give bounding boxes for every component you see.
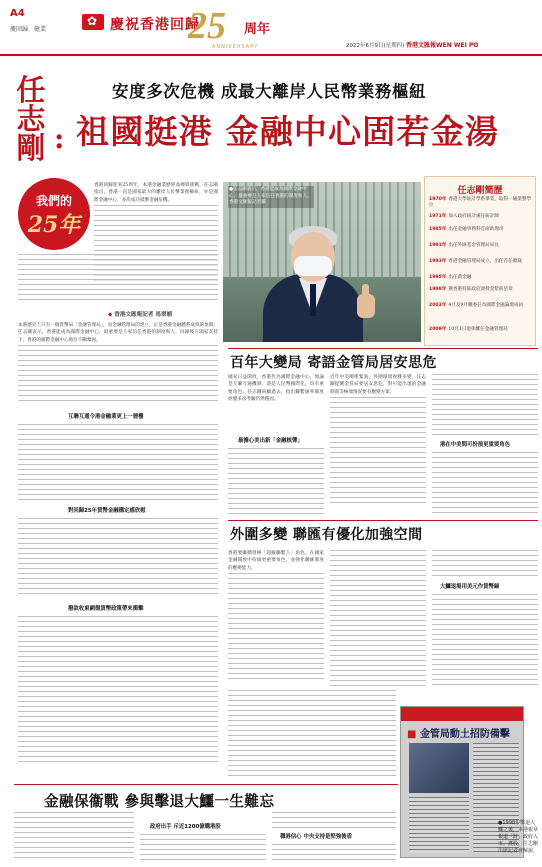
bio-entry (429, 275, 533, 281)
text-lines (18, 616, 218, 766)
issue-date: 2022年6月9日(星期四) (346, 43, 405, 49)
bio-text: 出任金融事務科首席助理司 (448, 227, 504, 232)
person-tie (310, 284, 316, 316)
bio-year: 2003年 (429, 303, 447, 308)
our-25-years-badge (18, 178, 90, 250)
bio-text: 4月及9月獲委任為國際金融論壇成員 (448, 303, 524, 308)
bio-text: 出任新金融 (448, 275, 472, 280)
anniversary-number: 25 (188, 5, 226, 47)
article-column-left (18, 322, 218, 402)
bio-text: 出任外匯基金管理局局長 (448, 243, 499, 248)
mid-subhead-5: 穩港信心 中央支持是堅強後盾 (280, 834, 352, 840)
bio-entry (429, 327, 533, 333)
name-char: 剛 (16, 131, 46, 165)
mid-subhead-3: 大鱷退場用美元作貨幣錨 (440, 584, 500, 590)
bio-entry (429, 303, 533, 309)
body-text: 近年中美關係緊張，外圍環境複雜多變，任志剛提醒金管局要居安思危，對可能出現的金融制裁等極端情況要有應變方案。 (330, 375, 426, 395)
article-column-mid2 (330, 374, 426, 516)
bio-year: 1991年 (429, 243, 447, 248)
text-lines (432, 594, 538, 686)
photo-caption: ●任志剛表示，香港能成為國際金融中心，最重要是人家信任香港的制度和人。香港文匯報記者攝 (228, 186, 314, 208)
article-column-lower (228, 550, 324, 686)
section-headline-4: 金融保衞戰 參與擊退大鱷一生難忘 (44, 793, 275, 810)
bio-entry (429, 287, 533, 293)
mid-subhead-4: 政府出手 斥近1200億購港股 (150, 824, 221, 830)
bio-year: 1971年 (429, 214, 447, 219)
anniversary-en: ANNIVERSARY (212, 44, 259, 50)
badge-line1: 我們的 (35, 194, 72, 208)
lead-text: 香港回歸迎來25周年，本港金融業歷經高峰與挑戰，任志剛指出，香港一直是國家最大的離岸人民幣業務樞紐，亦是國際金融中心，多次成功抵禦金融危機。 (94, 183, 218, 203)
masthead (0, 0, 542, 56)
text-lines (18, 518, 218, 598)
bio-text: 加入政府統計處任統計師 (448, 214, 499, 219)
byline-mark: ◆ (108, 312, 115, 318)
celebration-title: 慶祝香港回歸 (110, 17, 200, 33)
name-char: 志 (16, 102, 46, 136)
bio-entry (429, 227, 533, 233)
body-text: 香港要繼續發揮「超級聯繫人」角色，在國家金融開放中扮演更重要角色，並強化聯匯制度的應變能力。 (228, 551, 324, 571)
article-column-mid (228, 374, 324, 430)
thumbs-up-icon (357, 294, 375, 318)
body-text: 國家日益開放，香港作為國際金融中心，無論是互聯互通機制，還是人民幣國際化，均有重要角色。任志剛回顧過去，指出聯繫匯率制度經歷多次考驗仍然穩固。 (228, 375, 324, 402)
dateline (346, 40, 478, 49)
paper-name: 香港文匯報WEN WEI PO (406, 42, 479, 49)
text-lines (272, 844, 396, 862)
lead-continuation (18, 254, 218, 304)
text-lines (432, 374, 538, 436)
page-number: A4 (10, 8, 25, 19)
bio-text: 香港大學統計學系畢業，取得一級榮譽學位 (429, 197, 532, 209)
text-lines (272, 812, 396, 828)
bio-year: 1998年 (429, 287, 447, 292)
bio-year: 1970年 (429, 197, 447, 202)
name-char: 任 (16, 73, 46, 107)
sidebar-title: 任志剛簡歷 (457, 186, 503, 196)
text-lines (18, 424, 218, 500)
clipping-image (409, 743, 469, 793)
bio-entry (429, 214, 533, 220)
bio-text: 獲香港特區政府頒授金紫荊星章 (448, 287, 513, 292)
badge-line2: 25年 (27, 212, 81, 238)
byline (108, 310, 172, 318)
text-lines (228, 573, 324, 683)
text-lines (330, 397, 426, 507)
bio-text: 10月1日退休離任金融管理局 (448, 327, 508, 332)
headline-colon: : (54, 122, 65, 155)
headline-deck: 安度多次危機 成最大離岸人民幣業務樞紐 (112, 82, 427, 101)
main-headline: 祖國挺港 金融中心固若金湯 (76, 112, 500, 151)
bio-year: 1985年 (429, 227, 447, 232)
section-headline-2: 百年大變局 寄語金管局居安思危 (230, 355, 437, 371)
hk-flag-icon (82, 14, 104, 30)
anniversary-word: 周年 (244, 22, 271, 37)
clipping-headline: ■ 金管局動土招防備擊 (407, 725, 510, 740)
clipping-caption: ●1998年擊退大鱷之後，本港報章報道「財」政府入市。護股，任志剛出席記者會解說。 (498, 820, 539, 854)
clipping-text-lines (409, 797, 469, 853)
bio-entry (429, 243, 533, 249)
face-mask (294, 256, 332, 276)
biography-sidebar (424, 176, 536, 346)
subhead-2: 對回歸25年貨幣金融穩定感欣慰 (68, 508, 146, 514)
section-rule (228, 348, 538, 349)
subhead-3: 撥款收東網盤貨幣政策帶來衝擊 (68, 606, 144, 612)
text-lines (228, 448, 324, 516)
mid-subhead-2: 港在中美間可扮演更重要角色 (440, 442, 511, 448)
text-lines (18, 254, 218, 302)
headline-name (14, 73, 48, 165)
text-lines (330, 550, 426, 686)
text-lines (14, 812, 134, 862)
body-text: 本港歷史上只有一個貨幣局「金融管理局」，而金融管理局的建立，正是香港金融體系成熟的象徵。任志剛表示，香港能成為國際金融中心，最重要是人家信任香港的制度和人，回歸後在國家支持下，香港的國際金融中心地位不斷鞏固。 (18, 323, 218, 343)
bio-year: 2009年 (429, 327, 447, 332)
clipping-masthead-band (401, 707, 524, 721)
text-lines (140, 834, 266, 862)
section-rule (228, 520, 538, 521)
byline-text: 香港文匯報記者 馬翠媚 (114, 312, 173, 318)
text-lines (432, 452, 538, 516)
text-lines (228, 690, 396, 780)
subhead-1: 互聯互通令港金融業更上一層樓 (68, 414, 144, 420)
bio-text: 香港金融管理局成立，出任首任總裁 (448, 259, 522, 264)
section-label: 慶回歸．健業 (10, 26, 47, 33)
text-lines (18, 345, 218, 402)
text-lines (432, 550, 538, 576)
section-headline-3: 外圍多變 聯匯有優化加強空間 (230, 527, 423, 543)
section-rule (14, 784, 398, 785)
bio-entry (429, 197, 533, 210)
mid-subhead-1: 最擔心美出新「金融核彈」 (238, 438, 303, 444)
bio-year: 1993年 (429, 259, 447, 264)
bio-entry (429, 259, 533, 265)
bio-year: 1995年 (429, 275, 447, 280)
